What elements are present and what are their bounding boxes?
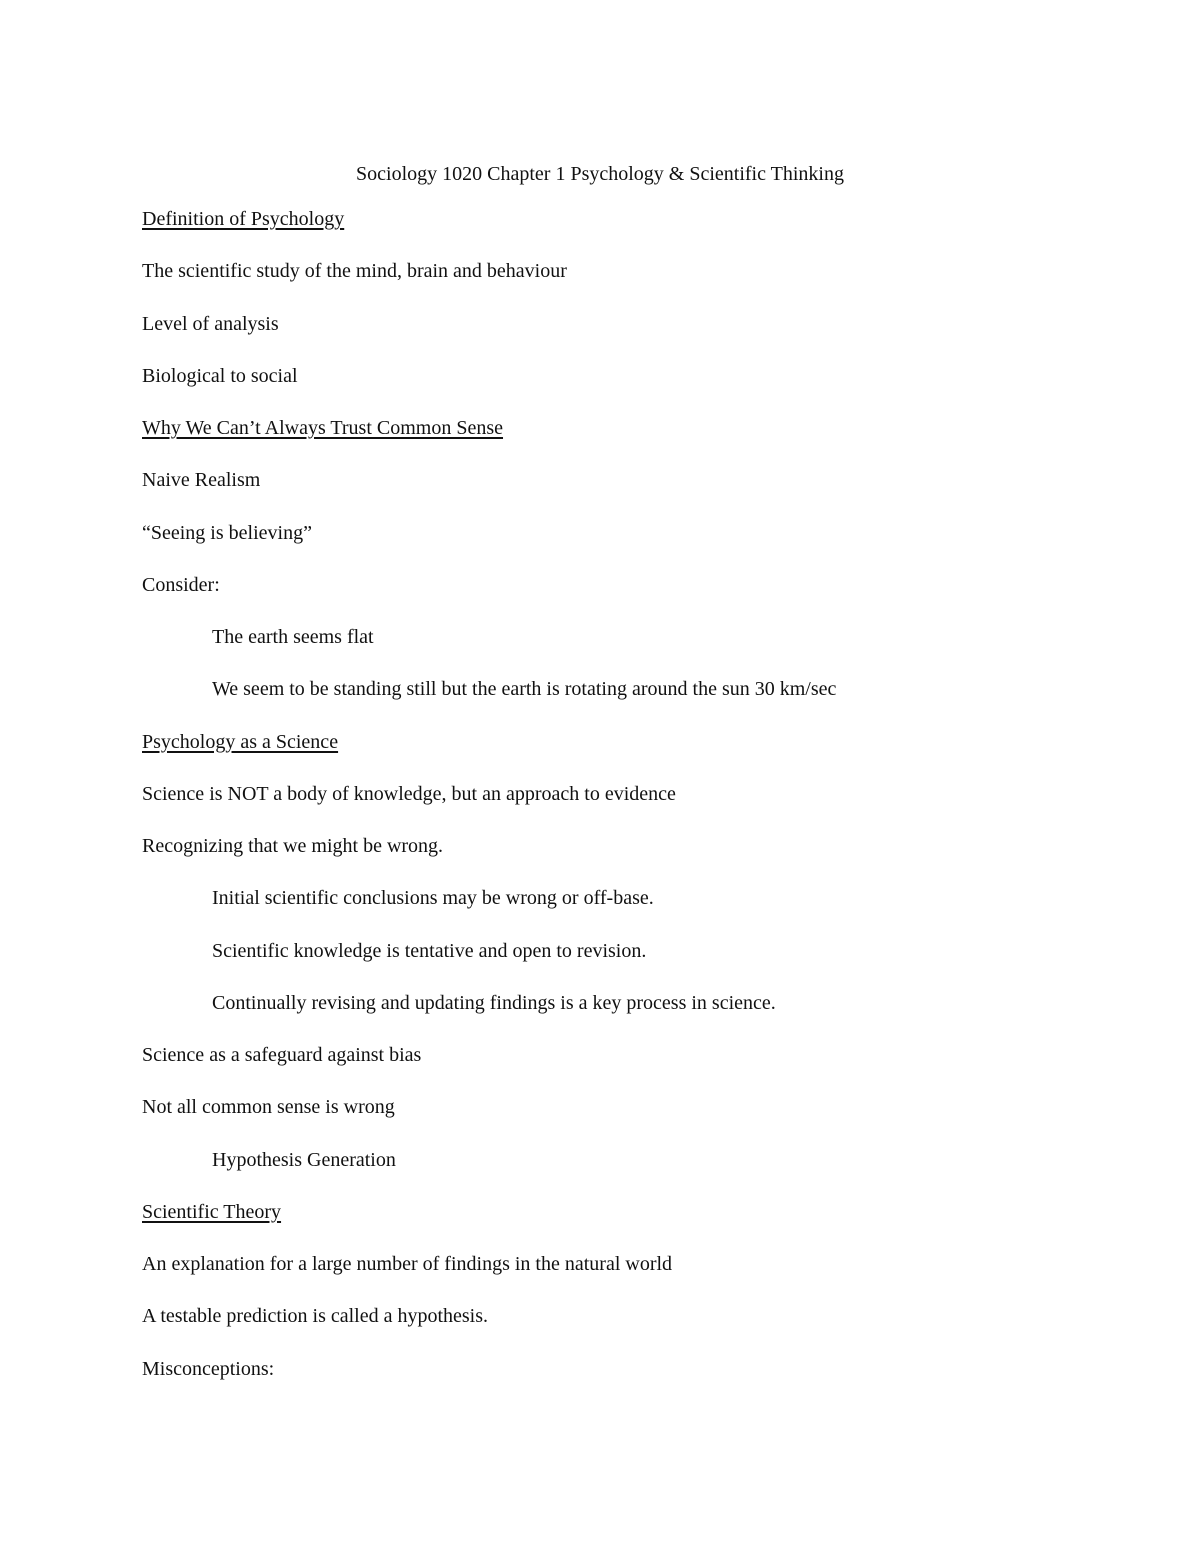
body-line: We seem to be standing still but the earth is rotating around the sun 30 km/sec <box>212 678 837 701</box>
body-line: Initial scientific conclusions may be wrong or off-base. <box>212 887 654 910</box>
body-line: Not all common sense is wrong <box>142 1096 395 1119</box>
body-line: An explanation for a large number of findings in the natural world <box>142 1253 673 1275</box>
section-heading: Definition of Psychology <box>142 208 345 230</box>
body-line: Hypothesis Generation <box>212 1148 396 1171</box>
section-heading: Scientific Theory <box>142 1200 282 1223</box>
body-line: Consider: <box>142 573 220 596</box>
section-heading: Why We Can’t Always Trust Common Sense <box>142 417 504 439</box>
body-line: Misconceptions: <box>142 1357 275 1380</box>
document-title: Sociology 1020 Chapter 1 Psychology & Scientific Thinking <box>356 163 844 185</box>
body-line: The earth seems flat <box>212 626 374 648</box>
body-line: Level of analysis <box>142 312 279 335</box>
body-line: The scientific study of the mind, brain and behaviour <box>142 260 567 283</box>
body-line: Continually revising and updating findings is a key process in science. <box>212 991 776 1014</box>
body-line: A testable prediction is called a hypothesis. <box>142 1305 489 1328</box>
body-line: Scientific knowledge is tentative and open to revision. <box>212 939 647 962</box>
body-line: Biological to social <box>142 364 298 387</box>
body-line: Recognizing that we might be wrong. <box>142 835 444 857</box>
body-line: Science as a safeguard against bias <box>142 1044 422 1066</box>
body-line: “Seeing is believing” <box>142 521 312 544</box>
body-line: Naive Realism <box>142 469 261 492</box>
body-line: Science is NOT a body of knowledge, but an approach to evidence <box>142 782 676 805</box>
section-heading: Psychology as a Science <box>142 730 339 753</box>
